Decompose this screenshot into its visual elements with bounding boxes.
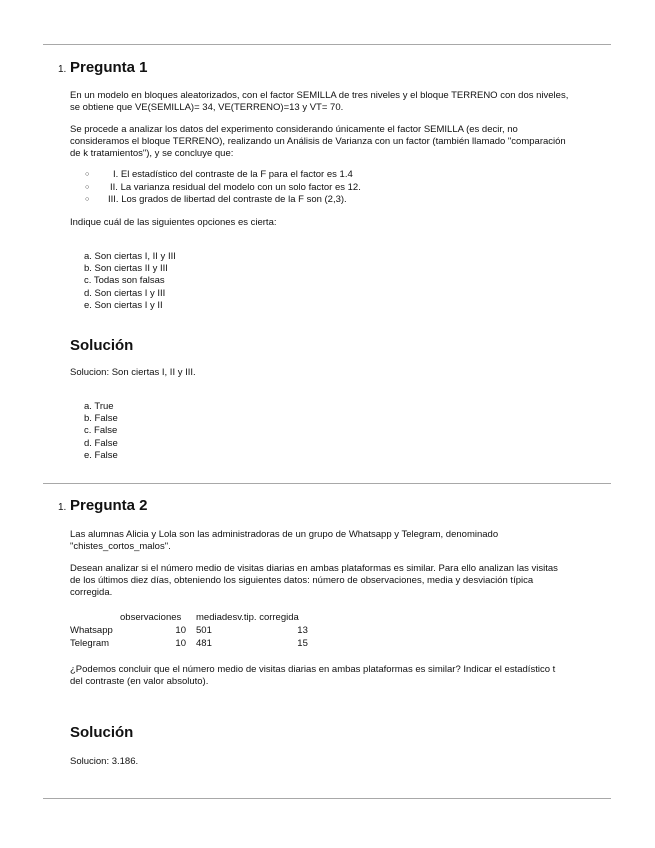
table-header: observaciones (120, 611, 182, 623)
option-item: c. Todas son falsas (84, 275, 165, 287)
solution-text: Solucion: Son ciertas I, II y III. (70, 367, 196, 378)
question-title: Pregunta 1 (70, 59, 148, 76)
divider-top (43, 44, 611, 45)
statement-list (70, 169, 361, 207)
answer-item: a. True (84, 401, 114, 412)
option-item: e. Son ciertas I y II (84, 299, 163, 311)
table-header (70, 610, 120, 624)
table-cell: 10 (175, 638, 186, 649)
solution-text: Solucion: 3.186. (70, 756, 139, 767)
statement-item: ○ II. La varianza residual del modelo con un solo factor es 12. (70, 182, 361, 195)
question-number: 1. (58, 502, 67, 513)
question-number: 1. (58, 64, 67, 75)
option-item: d. Son ciertas I y III (84, 287, 166, 299)
answer-list (84, 401, 118, 462)
question-paragraph: ¿Podemos concluir que el número medio de visitas diarias en ambas plataformas es similar? Indicar el estadístico t del contraste (en valor absoluto). (70, 664, 556, 687)
solution-heading: Solución (70, 724, 134, 741)
question-title: Pregunta 2 (70, 497, 148, 514)
table-cell: 15 (297, 638, 308, 649)
table-row (70, 624, 308, 637)
question-paragraph: Se procede a analizar los datos del experimento considerando únicamente el factor SEMILLA (es decir, no consideramos el bloque TERRENO), realizando un Análisis de Varianza con un factor (también llamado "comparación de k tratamientos"), y se concluye que: (70, 124, 566, 159)
table-row (70, 637, 308, 650)
question-prompt: Indique cuál de las siguientes opciones es cierta: (70, 217, 277, 228)
answer-item: e. False (84, 449, 118, 461)
table-cell: Whatsapp (70, 625, 113, 636)
answer-item: d. False (84, 437, 118, 449)
option-list (84, 251, 176, 312)
option-item: a. Son ciertas I, II y III (84, 251, 176, 262)
table-header: desv.tip. corregida (221, 611, 299, 623)
table-header: media (196, 611, 222, 623)
statement-item: ○ III. Los grados de libertad del contraste de la F son (2,3). (70, 194, 361, 207)
table-header-row (70, 610, 308, 624)
question-paragraph: En un modelo en bloques aleatorizados, con el factor SEMILLA de tres niveles y el bloque TERRENO con dos niveles, se obtiene que VE(SEMILLA)= 34, VE(TERRENO)=13 y VT= 70. (70, 90, 569, 113)
answer-item: c. False (84, 425, 118, 437)
question-paragraph: Las alumnas Alicia y Lola son las administradoras de un grupo de Whatsapp y Telegram, denominado "chistes_cortos_malos". (70, 529, 499, 552)
table-cell: Telegram (70, 638, 110, 649)
question-paragraph: Desean analizar si el número medio de visitas diarias en ambas plataformas es similar. Para ello analizan las visitas de los últimos diez días, obteniendo los siguientes datos: número de observaciones, media y desviación típica corregida. (70, 563, 558, 598)
table-cell: 13 (297, 625, 308, 636)
table-cell: 481 (196, 638, 212, 649)
table-cell: 501 (196, 625, 212, 636)
answer-item: b. False (84, 413, 118, 425)
data-table (70, 610, 308, 650)
solution-heading: Solución (70, 337, 134, 354)
table-cell: 10 (175, 625, 186, 636)
divider-bottom (43, 798, 611, 799)
statement-item: ○ I. El estadístico del contraste de la F para el factor es 1.4 (70, 169, 361, 182)
divider-middle (43, 483, 611, 484)
option-item: b. Son ciertas II y III (84, 263, 168, 275)
